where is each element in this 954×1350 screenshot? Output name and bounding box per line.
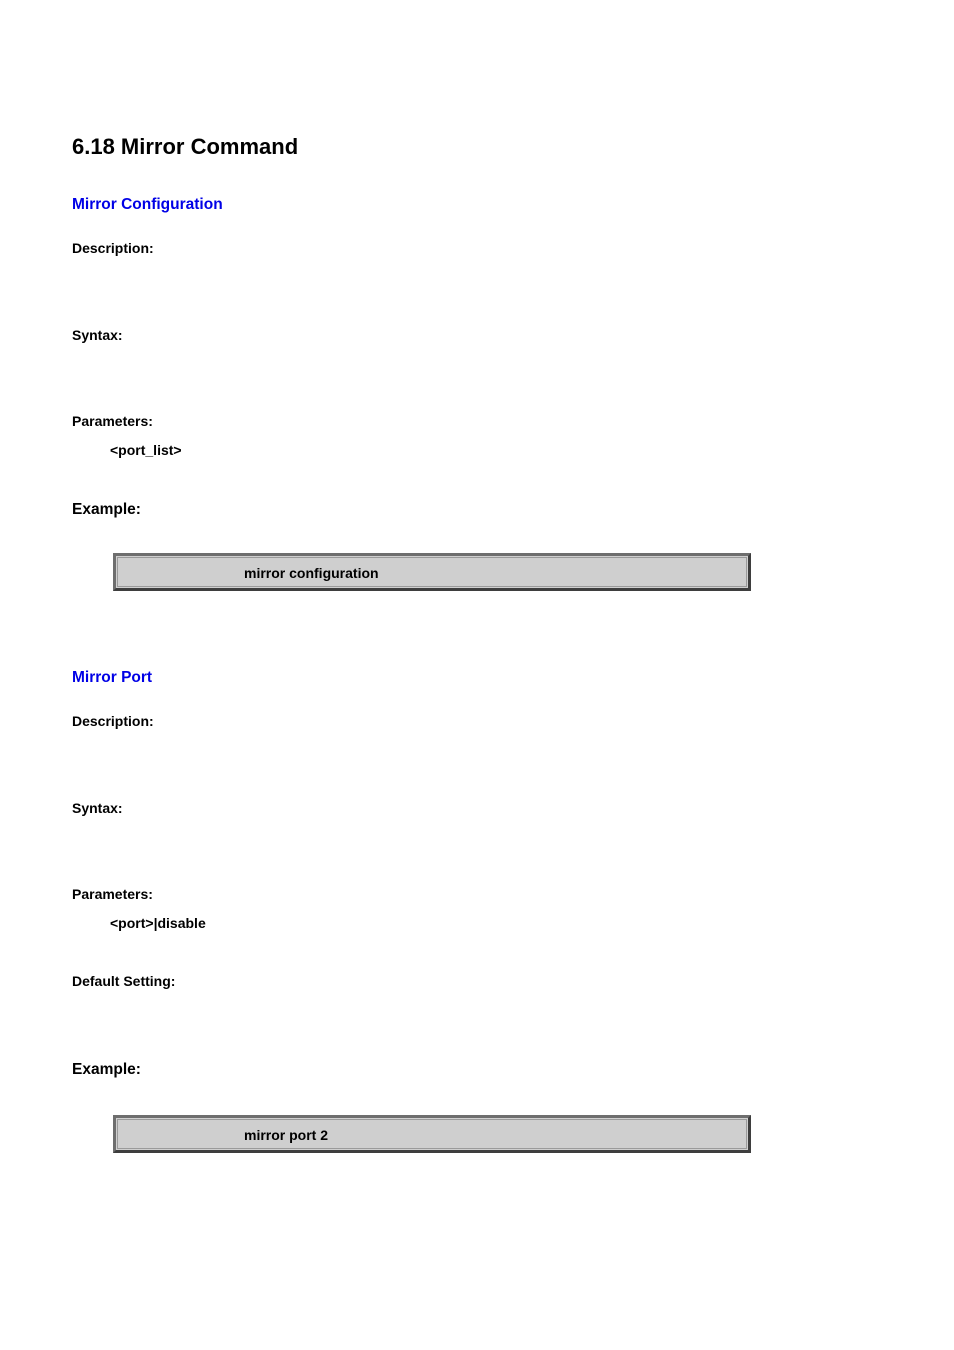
command-example-text: mirror configuration (244, 565, 379, 581)
description-label: Description: (72, 240, 154, 256)
section-heading-mirror-port: Mirror Port (72, 669, 153, 686)
syntax-label: Syntax: (72, 800, 123, 816)
default-setting-label: Default Setting: (72, 973, 176, 989)
parameters-label: Parameters: (72, 886, 153, 902)
example-label: Example: (72, 1061, 141, 1078)
command-example-box (113, 1115, 751, 1153)
parameter-name: <port>|disable (110, 915, 206, 931)
syntax-label: Syntax: (72, 327, 123, 343)
page-title: 6.18 Mirror Command (72, 134, 299, 159)
parameters-label: Parameters: (72, 413, 153, 429)
command-example-box (113, 553, 751, 591)
parameter-name: <port_list> (110, 442, 182, 458)
section-heading-mirror-configuration: Mirror Configuration (72, 196, 223, 213)
example-label: Example: (72, 501, 141, 518)
command-example-text: mirror port 2 (244, 1127, 329, 1143)
description-label: Description: (72, 713, 154, 729)
